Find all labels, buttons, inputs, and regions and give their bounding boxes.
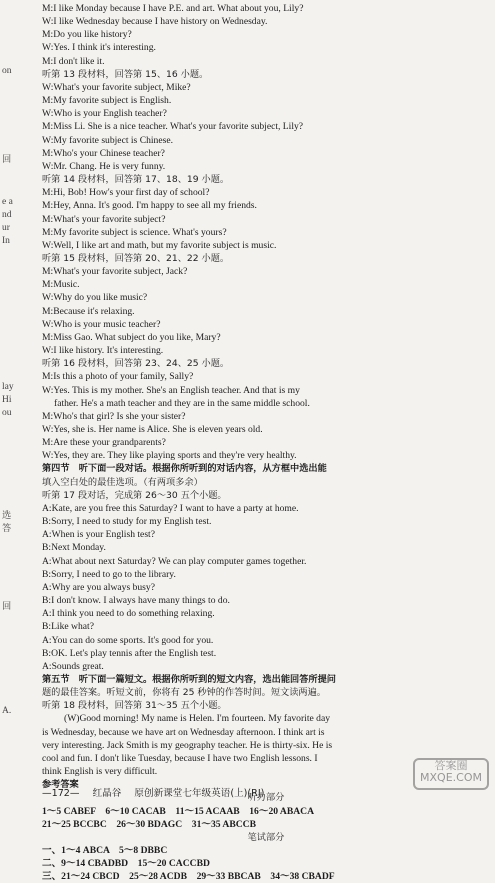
- transcript-line: B:Sorry, I need to study for my English test.: [42, 516, 212, 528]
- transcript-line: A:I think you need to do something relaxing.: [42, 608, 215, 620]
- brand-name: 红晶谷: [92, 788, 122, 799]
- transcript-line: W:I like history. It's interesting.: [42, 345, 164, 357]
- margin-fragment: nd: [2, 210, 12, 220]
- transcript-line: W:Who is your music teacher?: [42, 318, 161, 330]
- transcript-line: W:Yes, she is. Her name is Alice. She is eleven years old.: [42, 424, 263, 435]
- margin-fragment: A.: [2, 706, 12, 716]
- watermark-logo: [413, 758, 489, 790]
- transcript-line: W:Who is your English teacher?: [42, 108, 167, 120]
- transcript-line: M:Miss Gao. What subject do you like, Mary?: [42, 331, 221, 343]
- transcript-line: A:Kate, are you free this Saturday? I want to have a party at home.: [42, 502, 299, 514]
- section-instruction: 听第 18 段材料，回答第 31～35 五个小题。: [42, 700, 227, 712]
- transcript-line: B:I don't know. I always have many things to do.: [42, 595, 230, 607]
- transcript-line: W:Yes. This is my mother. She's an English teacher. And that is my: [42, 384, 300, 396]
- transcript-line: father. He's a math teacher and they are in the same middle school.: [54, 397, 310, 409]
- answer-line: 21～25 BCCBC 26～30 BDAGC 31～35 ABCCB: [42, 818, 257, 830]
- transcript-line: W:Yes. I think it's interesting.: [42, 42, 156, 54]
- margin-fragment: lay: [2, 382, 14, 392]
- transcript-line: W:My favorite subject is Chinese.: [42, 134, 173, 146]
- answer-line: 三、21～24 CBCD 25～28 ACDB 29～33 BBCAB 34～38 CBADF: [42, 871, 335, 883]
- passage-line: cool and fun. I don't like Tuesday, because I have two English lessons. I: [42, 752, 318, 764]
- margin-fragment: on: [2, 66, 12, 76]
- answer-key-title: 参考答案: [42, 779, 79, 791]
- section-instruction: 听第 17 段对话，完成第 26～30 五个小题。: [42, 489, 227, 501]
- section-instruction: 听第 16 段材料，回答第 23、24、25 小题。: [42, 358, 230, 370]
- transcript-line: M:Are these your grandparents?: [42, 437, 166, 449]
- transcript-line: A:When is your English test?: [42, 529, 155, 541]
- page-content: [42, 2, 490, 883]
- section-instruction: 听第 13 段材料，回答第 15、16 小题。: [42, 68, 209, 80]
- transcript-line: B:Next Monday.: [42, 542, 106, 554]
- section-instruction: 听第 15 段材料，回答第 20、21、22 小题。: [42, 252, 230, 264]
- section-heading: 第四节 听下面一段对话。根据你所听到的对话内容，从方框中选出能: [42, 463, 327, 475]
- passage-line: is Wednesday, because we have art on Wednesday afternoon. I think art is: [42, 726, 325, 738]
- transcript-line: M:Do you like history?: [42, 29, 132, 41]
- transcript-line: M:Because it's relaxing.: [42, 305, 135, 317]
- transcript-line: W:I like Wednesday because I have history on Wednesday.: [42, 16, 268, 28]
- margin-fragment: In: [2, 236, 10, 246]
- watermark-text: 答案圈: [434, 759, 468, 772]
- page-number: —172—: [42, 788, 80, 799]
- margin-fragment: 选: [2, 510, 12, 521]
- transcript-line: M:My favorite subject is English.: [42, 95, 172, 107]
- section-instruction: 听第 14 段材料，回答第 17、18、19 小题。: [42, 174, 230, 186]
- page-footer: [42, 785, 274, 799]
- transcript-line: M:Hi, Bob! How's your first day of school?: [42, 187, 210, 199]
- answer-line: 1～5 CABEF 6～10 CACAB 11～15 ACAAB 16～20 ABACA: [42, 805, 315, 817]
- book-title: 原创新课堂七年级英语(上)(RJ): [134, 788, 265, 799]
- transcript-line: M:Hey, Anna. It's good. I'm happy to see all my friends.: [42, 200, 257, 212]
- transcript-line: A:You can do some sports. It's good for you.: [42, 634, 214, 646]
- transcript-line: W:What's your favorite subject, Mike?: [42, 81, 191, 93]
- transcript-line: A:Sounds great.: [42, 660, 104, 672]
- transcript-line: A:What about next Saturday? We can play computer games together.: [42, 555, 307, 567]
- section-instruction: 填入空白处的最佳选项。（有两项多余）: [42, 476, 203, 488]
- margin-fragment: 答: [2, 523, 12, 534]
- margin-fragment: 回: [2, 154, 12, 165]
- transcript-line: A:Why are you always busy?: [42, 581, 155, 593]
- transcript-line: M:Who's that girl? Is she your sister?: [42, 410, 186, 422]
- transcript-line: M:Is this a photo of your family, Sally?: [42, 371, 194, 383]
- passage-line: think English is very difficult.: [42, 766, 158, 778]
- transcript-line: M:What's your favorite subject, Jack?: [42, 266, 188, 278]
- passage-line: very interesting. Jack Smith is my geography teacher. He is thirty-six. He is: [42, 739, 333, 751]
- transcript-line: W:Yes, they are. They like playing sports and they're very healthy.: [42, 450, 297, 462]
- margin-fragment: ou: [2, 408, 12, 418]
- transcript-line: M:Who's your Chinese teacher?: [42, 147, 165, 159]
- watermark-url: MXQE.COM: [420, 771, 482, 784]
- answer-line: 二、9～14 CBADBD 15～20 CACCBD: [42, 858, 210, 870]
- margin-fragment: Hi: [2, 395, 12, 405]
- transcript-line: B:Like what?: [42, 621, 94, 633]
- transcript-line: B:Sorry, I need to go to the library.: [42, 568, 176, 580]
- section-instruction: 题的最佳答案。听短文前，你将有 25 秒钟的作答时间。短文读两遍。: [42, 687, 326, 699]
- written-part-title: 笔试部分: [247, 831, 285, 843]
- listening-part-title: 听力部分: [247, 792, 285, 804]
- transcript-line: M:Music.: [42, 279, 80, 291]
- transcript-line: W:Why do you like music?: [42, 292, 148, 304]
- transcript-line: W:Well, I like art and math, but my favorite subject is music.: [42, 239, 277, 251]
- transcript-line: M:My favorite subject is science. What's yours?: [42, 226, 227, 238]
- transcript-line: M:Miss Li. She is a nice teacher. What's your favorite subject, Lily?: [42, 121, 304, 133]
- margin-fragment: ur: [2, 223, 10, 233]
- margin-fragment: e a: [2, 197, 13, 207]
- transcript-line: M:What's your favorite subject?: [42, 213, 166, 225]
- answer-line: 一、1～4 ABCA 5～8 DBBC: [42, 845, 168, 856]
- passage-line: (W)Good morning! My name is Helen. I'm fourteen. My favorite day: [64, 713, 331, 725]
- section-heading: 第五节 听下面一篇短文。根据你所听到的短文内容，选出能回答所提问: [42, 673, 336, 685]
- margin-fragment: 回: [2, 601, 12, 612]
- transcript-line: B:OK. Let's play tennis after the English test.: [42, 647, 217, 659]
- transcript-line: M:I don't like it.: [42, 55, 105, 67]
- transcript-line: W:Mr. Chang. He is very funny.: [42, 160, 166, 172]
- transcript-line: M:I like Monday because I have P.E. and art. What about you, Lily?: [42, 3, 304, 14]
